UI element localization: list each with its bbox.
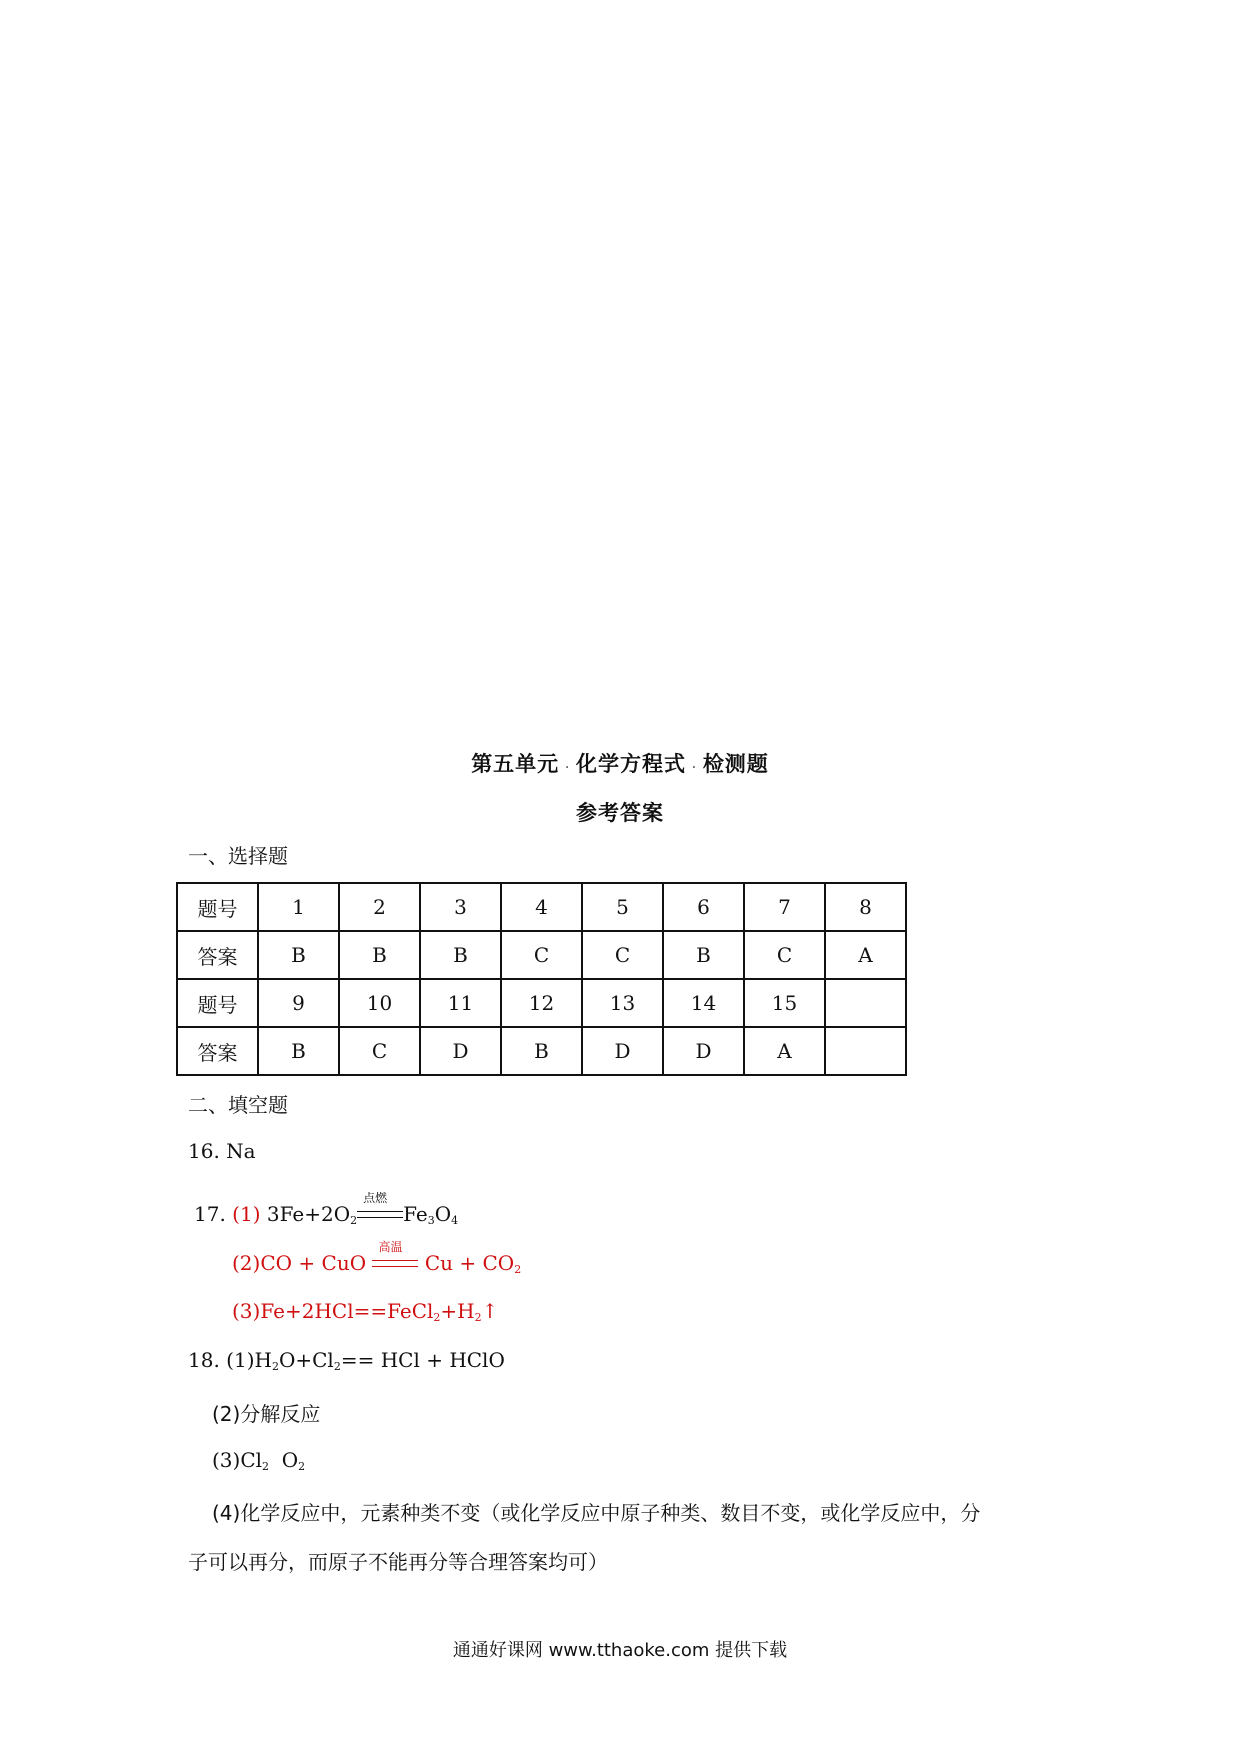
table-cell: 题号 — [177, 979, 258, 1027]
answer-17-part3 — [232, 1299, 498, 1324]
title-separator: . — [565, 759, 570, 771]
table-cell: 6 — [663, 883, 744, 931]
table-cell: 9 — [258, 979, 339, 1027]
table-cell: 11 — [420, 979, 501, 1027]
title-part-test: 检测题 — [702, 752, 769, 776]
page-footer: 通通好课网 www.tthaoke.com 提供下载 — [452, 1640, 788, 1661]
reaction-condition: 点燃 — [363, 1191, 388, 1205]
answer-table — [176, 882, 907, 1076]
table-cell: 14 — [663, 979, 744, 1027]
title-separator: . — [692, 759, 697, 771]
answer-17-part2 — [232, 1240, 522, 1276]
table-cell: 7 — [744, 883, 825, 931]
table-cell — [825, 1027, 906, 1075]
table-cell — [825, 979, 906, 1027]
table-cell: A — [825, 931, 906, 979]
table-cell: 3 — [420, 883, 501, 931]
table-cell: B — [501, 1027, 582, 1075]
part-label: (1) — [226, 1348, 255, 1372]
table-cell: 10 — [339, 979, 420, 1027]
title-part-unit: 第五单元 — [471, 752, 560, 776]
table-row — [177, 931, 906, 979]
table-cell: 答案 — [177, 931, 258, 979]
table-cell: 5 — [582, 883, 663, 931]
table-cell: 4 — [501, 883, 582, 931]
gas-arrow-icon: ↑ — [481, 1299, 499, 1323]
formula-chlorine: Cl — [240, 1448, 263, 1472]
table-cell: 12 — [501, 979, 582, 1027]
table-cell: B — [258, 1027, 339, 1075]
table-cell: D — [582, 1027, 663, 1075]
part-label: (3) — [232, 1299, 261, 1323]
table-cell: 答案 — [177, 1027, 258, 1075]
table-cell: B — [420, 931, 501, 979]
section-heading-fill: 二、填空题 — [188, 1093, 288, 1117]
equation-reactants: CO + CuO — [260, 1251, 367, 1275]
equation-reactants: $3Fe+2O_2$ — [266, 1202, 358, 1227]
table-cell: 13 — [582, 979, 663, 1027]
section-heading-choice: 一、选择题 — [188, 844, 288, 868]
question-number: 17. — [194, 1202, 226, 1226]
table-row — [177, 1027, 906, 1075]
equation: $H_2O+Cl_2==$ HCl + HClO — [254, 1348, 505, 1373]
table-cell: 1 — [258, 883, 339, 931]
part-label: (2) — [232, 1251, 261, 1275]
answer-18-part3: $(3)Cl_2$ $O_2$ — [212, 1448, 306, 1473]
table-row — [177, 883, 906, 931]
table-cell: A — [744, 1027, 825, 1075]
title-part-topic: 化学方程式 — [576, 752, 686, 776]
answer-18-part1 — [188, 1348, 505, 1373]
document-subtitle: 参考答案 — [576, 801, 664, 825]
part-label: (3) — [212, 1448, 241, 1472]
table-cell: 15 — [744, 979, 825, 1027]
document-title — [0, 748, 1240, 778]
question-number: 16. — [188, 1139, 220, 1163]
table-cell: C — [501, 931, 582, 979]
equation-products: $Cu + CO_2$ — [424, 1251, 522, 1276]
answer-16 — [188, 1139, 256, 1163]
table-cell: B — [663, 931, 744, 979]
table-cell: B — [339, 931, 420, 979]
table-cell: D — [663, 1027, 744, 1075]
table-cell: C — [582, 931, 663, 979]
equation: $Fe+2HCl==FeCl_2+H_2↑$ — [260, 1299, 499, 1324]
table-cell: C — [744, 931, 825, 979]
table-cell: 8 — [825, 883, 906, 931]
equation-products: $Fe_3O_4$ — [403, 1202, 459, 1227]
reaction-condition-arrow — [357, 1191, 403, 1223]
question-number: 18. — [188, 1348, 220, 1372]
table-cell: D — [420, 1027, 501, 1075]
table-cell: B — [258, 931, 339, 979]
reaction-condition: 高温 — [378, 1240, 403, 1254]
formula-oxygen: O — [281, 1448, 299, 1472]
table-row — [177, 979, 906, 1027]
answer-text: Na — [226, 1139, 256, 1163]
part-label: (1) — [232, 1202, 261, 1226]
table-cell: 题号 — [177, 883, 258, 931]
answer-18-part4-line2: 子可以再分，而原子不能再分等合理答案均可） — [188, 1550, 608, 1574]
reaction-condition-arrow — [372, 1240, 418, 1272]
answer-18-part4-line1: (4)化学反应中，元素种类不变（或化学反应中原子种类、数目不变，或化学反应中，分 — [212, 1501, 981, 1525]
table-cell: 2 — [339, 883, 420, 931]
answer-17-part1 — [194, 1191, 459, 1227]
table-cell: C — [339, 1027, 420, 1075]
answer-18-part2: (2)分解反应 — [212, 1402, 321, 1426]
